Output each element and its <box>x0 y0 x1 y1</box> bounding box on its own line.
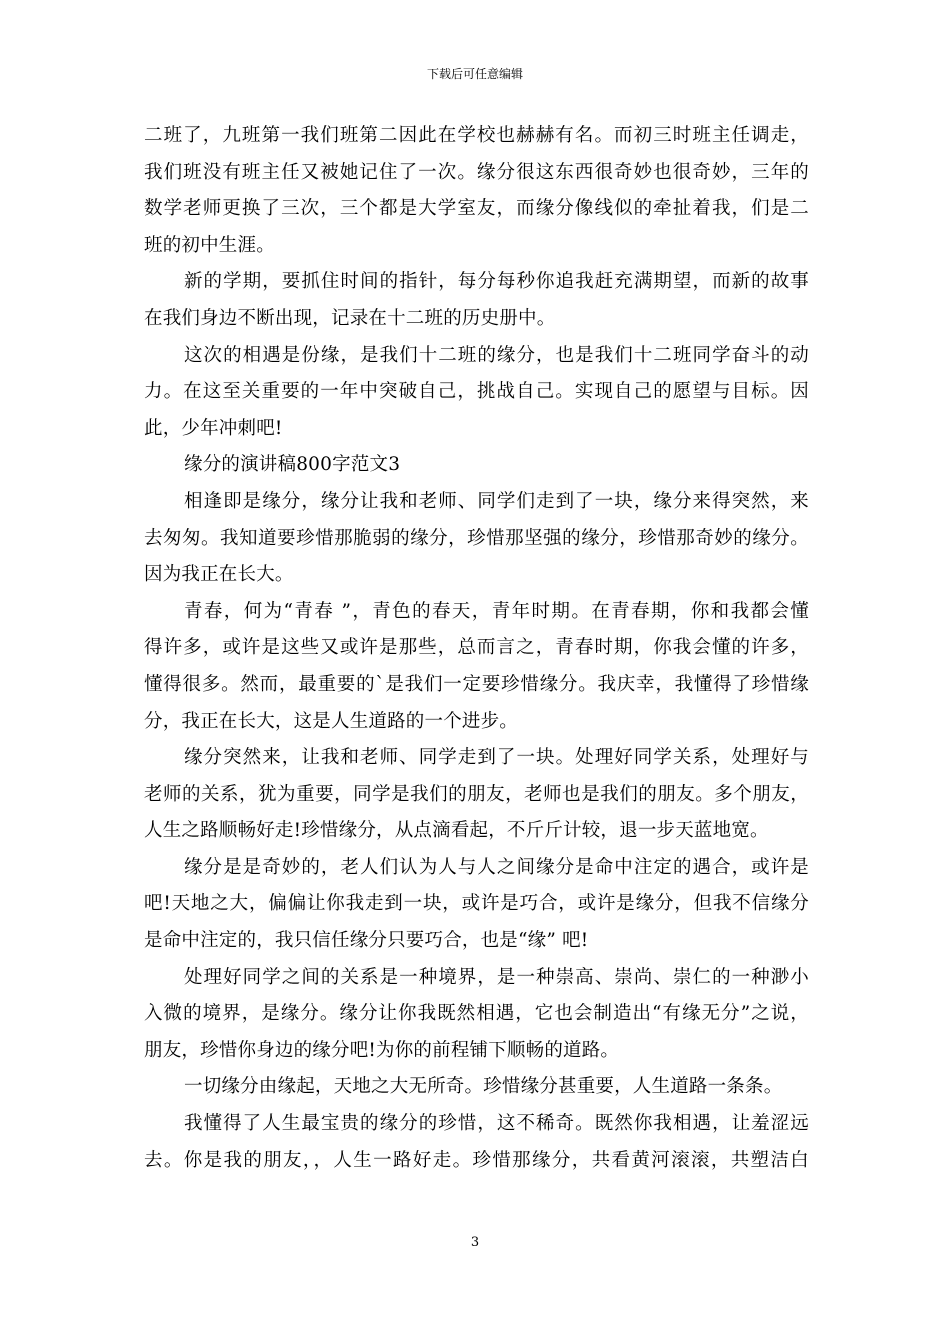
text-line: 是命中注定的，我只信任缘分只要巧合，也是“缘” 吧! <box>144 930 589 952</box>
text-line: 力。在这至关重要的一年中突破自己，挑战自己。实现自己的愿望与目标。因 <box>144 381 809 403</box>
text-line: 缘分突然来，让我和老师、同学走到了一块。处理好同学关系，处理好与 <box>184 747 809 769</box>
text-line: 在我们身边不断出现，记录在十二班的历史册中。 <box>144 307 556 329</box>
text-line: 分，我正在长大，这是人生道路的一个进步。 <box>144 710 519 732</box>
text-line: 得许多，或许是这些又或许是那些，总而言之，青春时期，你我会懂的许多， <box>144 637 809 659</box>
text-line: 我们班没有班主任又被她记住了一次。缘分很这东西很奇妙也很奇妙，三年的 <box>144 161 809 183</box>
text-line: 此，少年冲刺吧! <box>144 417 283 439</box>
text-line: 缘分是是奇妙的，老人们认为人与人之间缘分是命中注定的遇合，或许是 <box>184 856 809 878</box>
text-line: 这次的相遇是份缘，是我们十二班的缘分，也是我们十二班同学奋斗的动 <box>184 344 809 366</box>
text-line: 缘分的演讲稿800字范文3 <box>184 454 401 476</box>
text-line: 朋友，珍惜你身边的缘分吧!为你的前程铺下顺畅的道路。 <box>144 1039 620 1061</box>
text-line: 老师的关系，犹为重要，同学是我们的朋友，老师也是我们的朋友。多个朋友， <box>144 783 809 805</box>
text-line: 班的初中生涯。 <box>144 234 275 256</box>
text-line: 去。你是我的朋友，，人生一路好走。珍惜那缘分，共看黄河滚滚，共塑洁白 <box>144 1149 809 1171</box>
text-line: 我懂得了人生最宝贵的缘分的珍惜，这不稀奇。既然你我相遇，让羞涩远 <box>184 1113 809 1135</box>
text-line: 青春，何为“青春 ”，青色的春天，青年时期。在青春期，你和我都会懂 <box>184 600 809 622</box>
text-line: 去匆匆。我知道要珍惜那脆弱的缘分，珍惜那坚强的缘分，珍惜那奇妙的缘分。 <box>144 527 809 549</box>
text-line: 相逢即是缘分，缘分让我和老师、同学们走到了一块，缘分来得突然，来 <box>184 490 809 512</box>
text-line: 入微的境界，是缘分。缘分让你我既然相遇，它也会制造出“有缘无分”之说， <box>144 1003 809 1025</box>
text-line: 懂得很多。然而，最重要的`是我们一定要珍惜缘分。我庆幸，我懂得了珍惜缘 <box>144 673 809 695</box>
text-line: 处理好同学之间的关系是一种境界，是一种崇高、崇尚、崇仁的一种渺小 <box>184 966 809 988</box>
page-header: 下载后可任意编辑 <box>426 67 523 81</box>
text-line: 因为我正在长大。 <box>144 564 294 586</box>
text-line: 数学老师更换了三次，三个都是大学室友，而缘分像线似的牵扯着我，们是二 <box>144 198 809 220</box>
text-line: 人生之路顺畅好走!珍惜缘分，从点滴看起，不斤斤计较，退一步天蓝地宽。 <box>144 820 769 842</box>
page-number: 3 <box>470 1235 480 1250</box>
text-line: 一切缘分由缘起，天地之大无所奇。珍惜缘分甚重要，人生道路一条条。 <box>184 1076 783 1098</box>
text-line: 吧!天地之大，偏偏让你我走到一块，或许是巧合，或许是缘分，但我不信缘分 <box>144 893 809 915</box>
text-line: 新的学期，要抓住时间的指针，每分每秒你追我赶充满期望，而新的故事 <box>184 271 809 293</box>
text-line: 二班了，九班第一我们班第二因此在学校也赫赫有名。而初三时班主任调走， <box>144 125 809 146</box>
document-body <box>144 118 809 1179</box>
